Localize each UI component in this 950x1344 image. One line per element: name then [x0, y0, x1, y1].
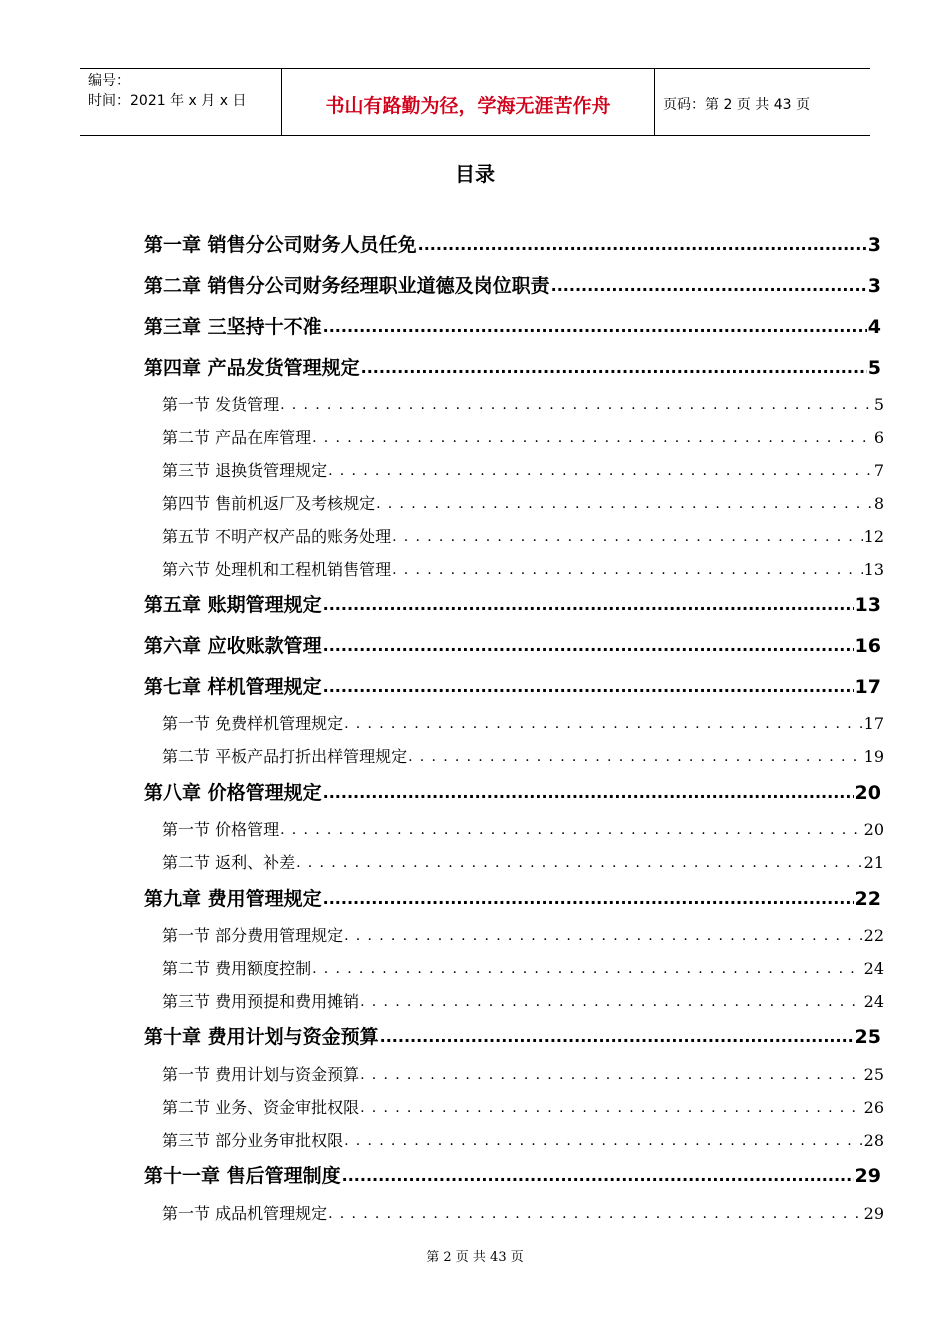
toc-entry-label: 第四节 售前机返厂及考核规定	[162, 494, 376, 513]
toc-entry-label: 第一节 成品机管理规定	[162, 1204, 328, 1223]
toc-section-entry[interactable]	[162, 923, 884, 947]
toc-dot-leader	[392, 526, 863, 542]
toc-dot-leader	[360, 1064, 863, 1080]
toc-page-number: 22	[863, 926, 884, 945]
toc-chapter-entry[interactable]	[144, 1161, 881, 1189]
toc-dot-leader	[323, 633, 854, 652]
toc-entry-label: 第三节 费用预提和费用摊销	[162, 992, 360, 1011]
toc-entry-label: 第七章 样机管理规定	[144, 676, 322, 698]
toc-dot-leader	[360, 1097, 863, 1113]
toc-dot-leader	[323, 674, 854, 693]
toc-dot-leader	[551, 273, 867, 292]
toc-entry-label: 第一节 免费样机管理规定	[162, 714, 344, 733]
toc-page-number: 21	[863, 853, 884, 872]
toc-page-number: 3	[867, 234, 881, 256]
toc-dot-leader	[328, 460, 873, 476]
page-footer: 第 2 页 共 43 页	[426, 1250, 524, 1265]
toc-section-entry[interactable]	[162, 524, 884, 548]
toc-page-number: 13	[854, 594, 881, 616]
toc-dot-leader	[344, 1130, 863, 1146]
toc-chapter-entry[interactable]	[144, 590, 881, 618]
toc-entry-label: 第五章 账期管理规定	[144, 594, 322, 616]
toc-dot-leader	[360, 991, 863, 1007]
toc-dot-leader	[323, 592, 854, 611]
header-page-info: 页码：第 2 页 共 43 页	[663, 97, 810, 113]
toc-dot-leader	[323, 886, 854, 905]
toc-page-number: 5	[873, 395, 884, 414]
toc-dot-leader	[376, 493, 873, 509]
toc-entry-label: 第二节 费用额度控制	[162, 959, 312, 978]
toc-dot-leader	[380, 1024, 854, 1043]
toc-chapter-entry[interactable]	[144, 230, 881, 258]
toc-entry-label: 第二节 返利、补差	[162, 853, 296, 872]
toc-chapter-entry[interactable]	[144, 631, 881, 659]
toc-dot-leader	[280, 819, 863, 835]
toc-entry-label: 第三节 部分业务审批权限	[162, 1131, 344, 1150]
toc-entry-label: 第三章 三坚持十不准	[144, 316, 322, 338]
toc-page-number: 8	[873, 494, 884, 513]
toc-entry-label: 第一节 费用计划与资金预算	[162, 1065, 360, 1084]
toc-dot-leader	[392, 559, 863, 575]
toc-page-number: 29	[854, 1165, 881, 1187]
toc-entry-label: 第二节 平板产品打折出样管理规定	[162, 747, 408, 766]
toc-title: 目录	[455, 162, 495, 186]
toc-section-entry[interactable]	[162, 491, 884, 515]
toc-entry-label: 第一章 销售分公司财务人员任免	[144, 234, 417, 256]
toc-chapter-entry[interactable]	[144, 1022, 881, 1050]
toc-page-number: 25	[863, 1065, 884, 1084]
toc-entry-label: 第二节 产品在库管理	[162, 428, 312, 447]
toc-entry-label: 第一节 发货管理	[162, 395, 280, 414]
toc-section-entry[interactable]	[162, 458, 884, 482]
toc-entry-label: 第八章 价格管理规定	[144, 782, 322, 804]
toc-page-number: 6	[873, 428, 884, 447]
toc-entry-label: 第十一章 售后管理制度	[144, 1165, 341, 1187]
toc-entry-label: 第三节 退换货管理规定	[162, 461, 328, 480]
toc-section-entry[interactable]	[162, 744, 884, 768]
toc-section-entry[interactable]	[162, 850, 884, 874]
toc-page-number: 29	[863, 1204, 884, 1223]
toc-chapter-entry[interactable]	[144, 884, 881, 912]
toc-dot-leader	[312, 427, 873, 443]
header-meta	[80, 69, 282, 135]
toc-page-number: 5	[867, 357, 881, 379]
toc-section-entry[interactable]	[162, 989, 884, 1013]
toc-entry-label: 第十章 费用计划与资金预算	[144, 1026, 379, 1048]
toc-page-number: 13	[863, 560, 884, 579]
toc-page-number: 17	[854, 676, 881, 698]
toc-page-number: 22	[854, 888, 881, 910]
header-motto: 书山有路勤为径，学海无涯苦作舟	[282, 69, 655, 135]
toc-chapter-entry[interactable]	[144, 672, 881, 700]
toc-chapter-entry[interactable]	[144, 353, 881, 381]
toc-dot-leader	[344, 713, 863, 729]
toc-section-entry[interactable]	[162, 711, 884, 735]
toc-dot-leader	[344, 925, 863, 941]
toc-page-number: 7	[873, 461, 884, 480]
toc-section-entry[interactable]	[162, 1128, 884, 1152]
toc-page-number: 28	[863, 1131, 884, 1150]
toc-entry-label: 第一节 部分费用管理规定	[162, 926, 344, 945]
toc-page-number: 12	[863, 527, 884, 546]
toc-dot-leader	[342, 1163, 854, 1182]
toc-dot-leader	[408, 746, 863, 762]
toc-section-entry[interactable]	[162, 1201, 884, 1225]
toc-page-number: 25	[854, 1026, 881, 1048]
toc-page-number: 4	[867, 316, 881, 338]
toc-chapter-entry[interactable]	[144, 778, 881, 806]
toc-entry-label: 第四章 产品发货管理规定	[144, 357, 360, 379]
toc-page-number: 17	[863, 714, 884, 733]
toc-page-number: 26	[863, 1098, 884, 1117]
document-code-label: 编号：	[88, 73, 130, 89]
toc-section-entry[interactable]	[162, 1095, 884, 1119]
toc-dot-leader	[296, 852, 863, 868]
toc-dot-leader	[280, 394, 873, 410]
toc-section-entry[interactable]	[162, 425, 884, 449]
page-header	[80, 68, 870, 136]
toc-page-number: 24	[863, 992, 884, 1011]
toc-dot-leader	[361, 355, 867, 374]
toc-page-number: 20	[854, 782, 881, 804]
toc-section-entry[interactable]	[162, 392, 884, 416]
toc-entry-label: 第六节 处理机和工程机销售管理	[162, 560, 392, 579]
toc-entry-label: 第九章 费用管理规定	[144, 888, 322, 910]
document-date-label: 时间：2021 年 x 月 x 日	[88, 93, 247, 109]
toc-page-number: 3	[867, 275, 881, 297]
toc-page-number: 20	[863, 820, 884, 839]
toc-section-entry[interactable]	[162, 956, 884, 980]
toc-entry-label: 第六章 应收账款管理	[144, 635, 322, 657]
toc-section-entry[interactable]	[162, 1062, 884, 1086]
toc-page-number: 16	[854, 635, 881, 657]
toc-dot-leader	[418, 232, 867, 251]
toc-dot-leader	[323, 314, 867, 333]
toc-dot-leader	[323, 780, 854, 799]
toc-dot-leader	[328, 1203, 863, 1219]
toc-chapter-entry[interactable]	[144, 312, 881, 340]
toc-entry-label: 第二节 业务、资金审批权限	[162, 1098, 360, 1117]
toc-page-number: 24	[863, 959, 884, 978]
toc-dot-leader	[312, 958, 863, 974]
toc-chapter-entry[interactable]	[144, 271, 881, 299]
toc-entry-label: 第一节 价格管理	[162, 820, 280, 839]
toc-page-number: 19	[863, 747, 884, 766]
toc-entry-label: 第五节 不明产权产品的账务处理	[162, 527, 392, 546]
toc-entry-label: 第二章 销售分公司财务经理职业道德及岗位职责	[144, 275, 550, 297]
toc-section-entry[interactable]	[162, 557, 884, 581]
toc-section-entry[interactable]	[162, 817, 884, 841]
